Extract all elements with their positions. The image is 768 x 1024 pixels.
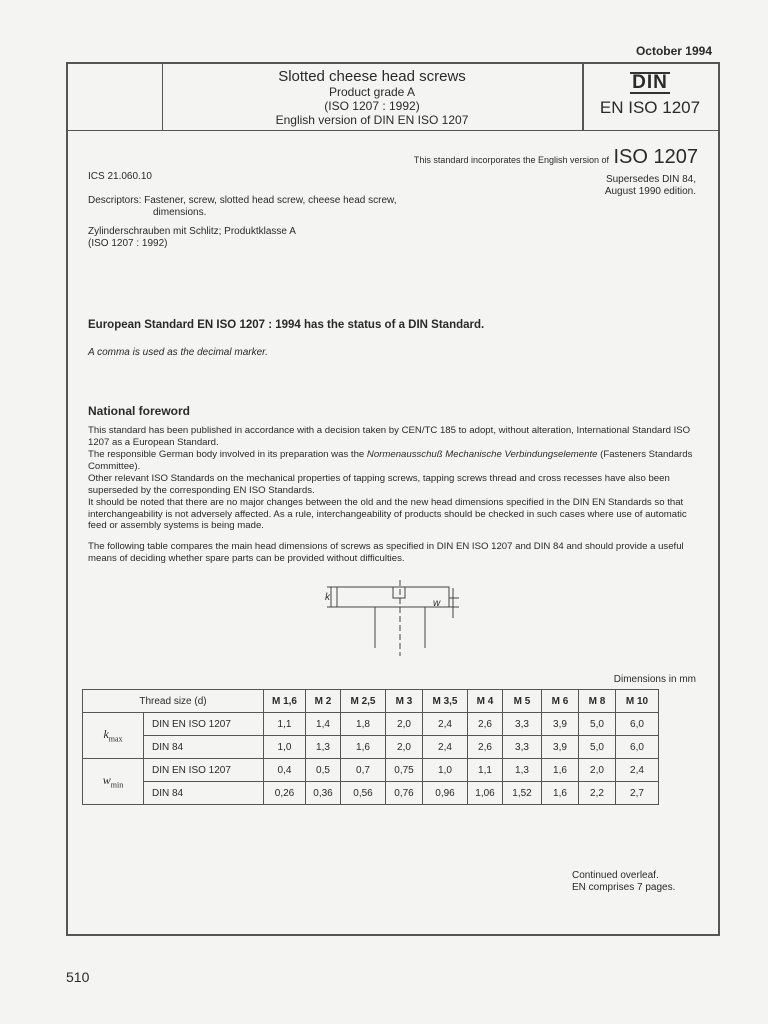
table-cell: 2,2 [579, 782, 616, 805]
table-cell: 5,0 [579, 713, 616, 736]
standard-label: DIN 84 [144, 736, 264, 759]
standard-label: DIN 84 [144, 782, 264, 805]
size-column-header: M 1,6 [264, 690, 306, 713]
size-column-header: M 6 [542, 690, 579, 713]
table-cell: 1,1 [468, 759, 503, 782]
page-count-note: EN comprises 7 pages. [572, 882, 676, 893]
symbol-subscript: max [108, 734, 123, 744]
continued-note: Continued overleaf. [572, 870, 659, 881]
foreword-paragraph: The following table compares the main head dimensions of screws as specified in DIN EN ISO 1207 and DIN 84 and should provide a useful means of deciding whether spare parts can be provided without difficulties. [88, 541, 684, 564]
table-cell: 6,0 [616, 713, 659, 736]
table-cell: 0,96 [423, 782, 468, 805]
header-box [68, 64, 718, 131]
incorporates-line [414, 146, 698, 169]
foreword-text: (Fasteners Standards Committee). [88, 449, 693, 472]
foreword-text: The responsible German body involved in its preparation was the [88, 449, 367, 460]
table-cell: 2,0 [386, 713, 423, 736]
descriptors-line: dimensions. [153, 207, 207, 218]
table-cell: 6,0 [616, 736, 659, 759]
size-column-header: M 3,5 [423, 690, 468, 713]
screw-head-drawing [325, 578, 465, 658]
table-cell: 1,06 [468, 782, 503, 805]
incorporated-standard: ISO 1207 [613, 146, 698, 168]
foreword-paragraph: This standard has been published in accordance with a decision taken by CEN/TC 185 to adopt, without alteration, International Standard ISO 1207 as a European Standard. [88, 425, 691, 448]
incorporates-text: This standard incorporates the English version of [413, 155, 610, 165]
table-cell: 3,9 [542, 736, 579, 759]
supersedes-line: August 1990 edition. [604, 186, 696, 197]
committee-name: Normenausschuß Mechanische Verbindungselemente [366, 449, 598, 460]
german-title-line: (ISO 1207 : 1992) [88, 238, 168, 249]
foreword-paragraph: It should be noted that there are no major changes between the old and the new head dimensions specified in the DIN EN Standards so that interchangeability is not adversely affected. As a rule, interchangeability of products should be checked in such cases where use of automatic feed or assembly systems is being made. [88, 497, 687, 531]
foreword-paragraph [88, 449, 698, 472]
table-cell: 2,0 [579, 759, 616, 782]
table-row [83, 713, 659, 736]
table-cell: 1,8 [341, 713, 386, 736]
dimensions-unit-note: Dimensions in mm [613, 674, 696, 685]
table-cell: 2,7 [616, 782, 659, 805]
decimal-marker-note: A comma is used as the decimal marker. [88, 347, 268, 358]
thread-size-header: Thread size (d) [83, 690, 264, 713]
supersedes-note [605, 174, 696, 198]
size-column-header: M 5 [503, 690, 542, 713]
table-cell: 1,6 [341, 736, 386, 759]
size-column-header: M 10 [616, 690, 659, 713]
page-number: 510 [66, 969, 90, 985]
table-cell: 1,52 [503, 782, 542, 805]
table-cell: 0,76 [386, 782, 423, 805]
din-standard-number: EN ISO 1207 [599, 98, 701, 117]
table-cell: 0,75 [386, 759, 423, 782]
table-cell: 2,4 [423, 736, 468, 759]
table-cell: 2,4 [616, 759, 659, 782]
table-cell: 2,6 [468, 713, 503, 736]
size-column-header: M 4 [468, 690, 503, 713]
table-cell: 0,56 [341, 782, 386, 805]
english-version-note: English version of DIN EN ISO 1207 [275, 113, 469, 127]
din-logo: DIN [632, 72, 668, 93]
table-header-row [83, 690, 659, 713]
size-column-header: M 8 [579, 690, 616, 713]
national-foreword-heading: National foreword [88, 404, 191, 418]
european-standard-status: European Standard EN ISO 1207 : 1994 has the status of a DIN Standard. [88, 319, 485, 331]
german-title-line: Zylinderschrauben mit Schlitz; Produktklasse A [88, 226, 296, 237]
product-grade: Product grade A [328, 85, 416, 99]
standard-label: DIN EN ISO 1207 [144, 713, 264, 736]
table-cell: 2,0 [386, 736, 423, 759]
size-column-header: M 3 [386, 690, 423, 713]
w-dimension-label: w [433, 598, 441, 609]
table-row [83, 782, 659, 805]
table-cell: 1,0 [264, 736, 306, 759]
table-cell: 1,4 [306, 713, 341, 736]
table-row [83, 759, 659, 782]
document-title: Slotted cheese head screws [278, 68, 466, 85]
table-cell: 1,6 [542, 782, 579, 805]
table-cell: 1,3 [503, 759, 542, 782]
header-title-cell [162, 64, 584, 130]
table-cell: 1,0 [423, 759, 468, 782]
table-cell: 2,6 [468, 736, 503, 759]
symbol-letter: w [102, 773, 111, 788]
supersedes-line: Supersedes DIN 84, [605, 174, 696, 185]
size-column-header: M 2 [306, 690, 341, 713]
k-max-symbol [83, 713, 144, 759]
standard-label: DIN EN ISO 1207 [144, 759, 264, 782]
table-cell: 0,4 [264, 759, 306, 782]
size-column-header: M 2,5 [341, 690, 386, 713]
dimensions-table [82, 689, 659, 805]
table-cell: 1,6 [542, 759, 579, 782]
w-min-symbol [83, 759, 144, 805]
descriptors-line: Descriptors: Fastener, screw, slotted head screw, cheese head screw, [88, 195, 397, 206]
foreword-paragraph: Other relevant ISO Standards on the mechanical properties of tapping screws, tapping screws thread and cross recesses have also been superseded by the corresponding EN ISO Standards. [88, 473, 670, 496]
table-cell: 0,7 [341, 759, 386, 782]
table-cell: 3,3 [503, 713, 542, 736]
table-cell: 5,0 [579, 736, 616, 759]
symbol-subscript: min [110, 780, 124, 790]
ics-code: ICS 21.060.10 [88, 171, 152, 182]
symbol-letter: k [103, 727, 109, 742]
k-dimension-label: k [325, 592, 330, 603]
table-cell: 1,1 [264, 713, 306, 736]
table-cell: 1,3 [306, 736, 341, 759]
table-cell: 3,3 [503, 736, 542, 759]
table-cell: 0,36 [306, 782, 341, 805]
iso-reference: (ISO 1207 : 1992) [324, 99, 420, 113]
table-cell: 0,26 [264, 782, 306, 805]
table-row [83, 736, 659, 759]
table-cell: 0,5 [306, 759, 341, 782]
table-cell: 2,4 [423, 713, 468, 736]
header-left-cell [68, 64, 163, 130]
publication-date: October 1994 [635, 44, 712, 58]
din-cell [582, 64, 718, 130]
table-cell: 3,9 [542, 713, 579, 736]
